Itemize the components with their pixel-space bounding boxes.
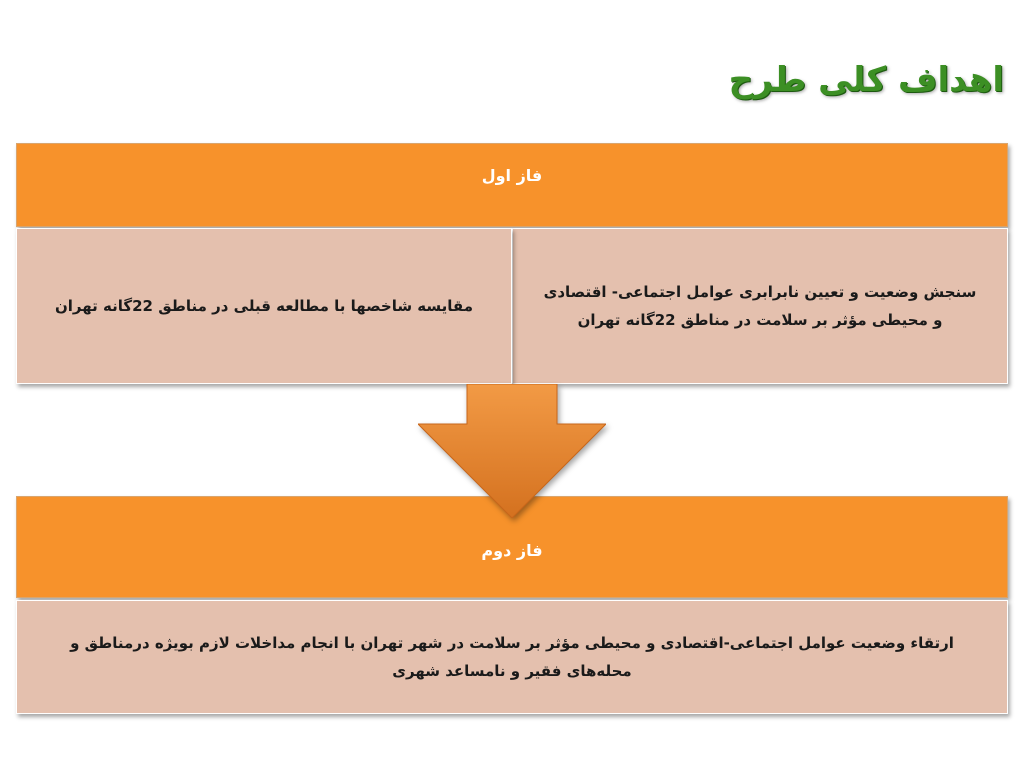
phase2-body-text: ارتقاء وضعیت عوامل اجتماعی-اقتصادی و محیطی مؤثر بر سلامت در شهر تهران با انجام مداخلات لازم بویژه درمناطق و محله‌های فقیر و نامساعد شهری	[70, 634, 954, 680]
phase1-header	[16, 143, 1008, 227]
phase1-cell-assessment	[512, 228, 1008, 384]
phase1-header-label: فاز اول	[481, 166, 543, 185]
down-arrow-icon	[418, 384, 606, 518]
phase1-cell-comparison-text: مقایسه شاخصها با مطالعه قبلی در مناطق 22گانه تهران	[54, 297, 474, 315]
slide-title: اهداف کلی طرح	[728, 60, 1004, 100]
phase1-cell-assessment-text: سنجش وضعیت و تعیین نابرابری عوامل اجتماعی- اقتصادی و محیطی مؤثر بر سلامت در مناطق 22گانه تهران	[543, 283, 977, 329]
phase2-body	[16, 600, 1008, 714]
phase1-cell-comparison	[16, 228, 512, 384]
phase2-header-label: فاز دوم	[481, 541, 543, 560]
